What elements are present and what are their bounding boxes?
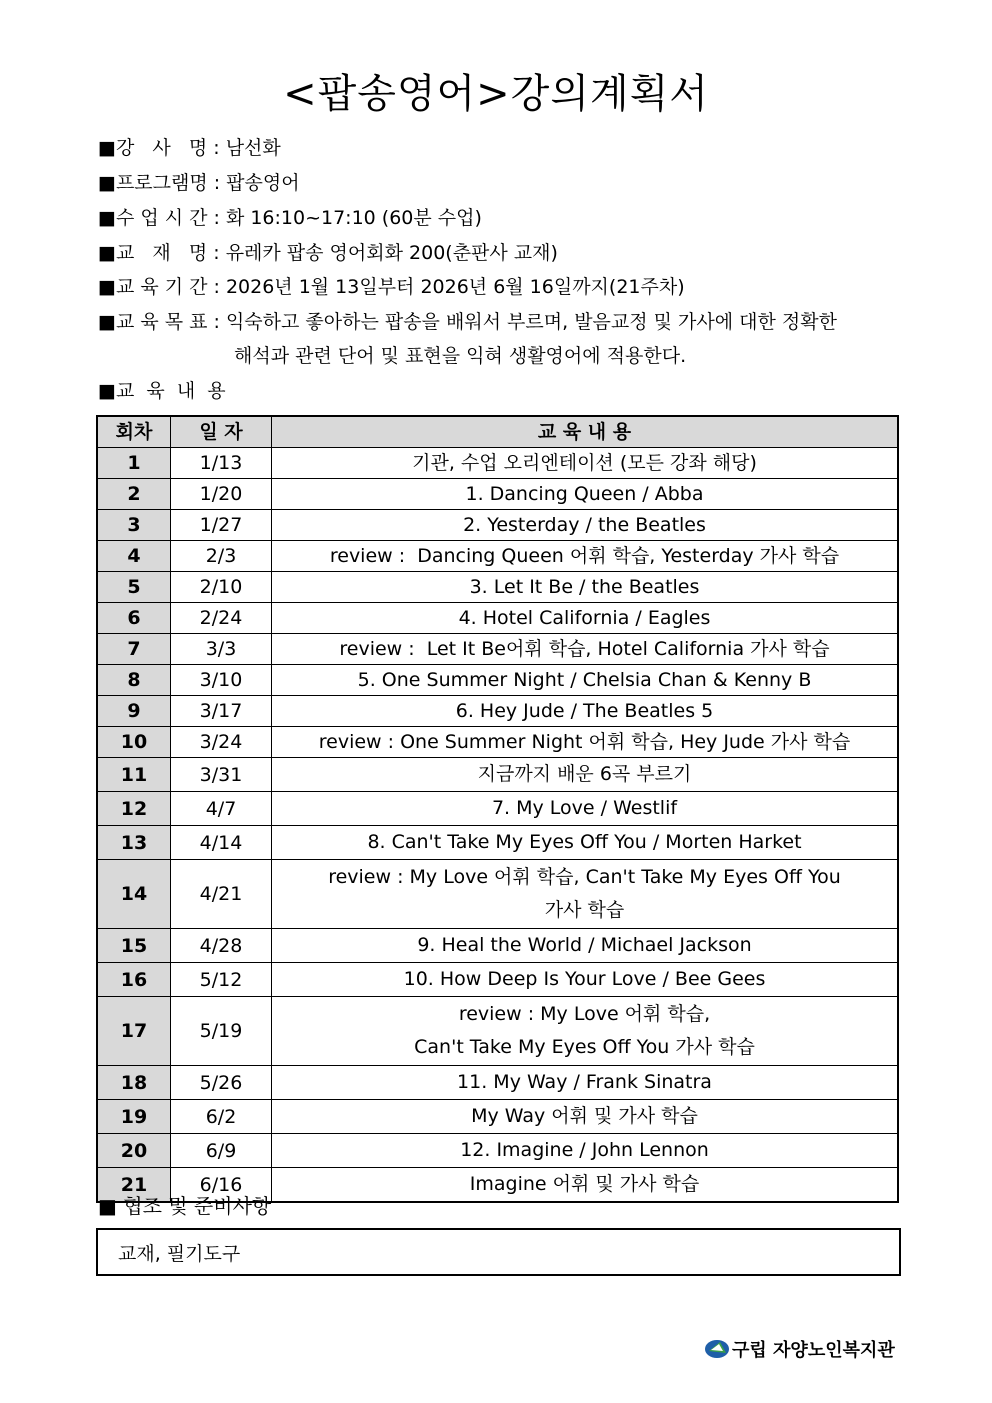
cell-date: 4/28 bbox=[171, 929, 272, 963]
cell-date: 6/16 bbox=[171, 1168, 272, 1203]
table-row bbox=[97, 727, 898, 758]
content-line: 11. My Way / Frank Sinatra bbox=[457, 1071, 712, 1093]
logo bbox=[704, 1336, 895, 1362]
content-line: Imagine 어휘 및 가사 학습 bbox=[469, 1173, 700, 1195]
cell-no: 1 bbox=[97, 448, 171, 479]
table-row bbox=[97, 696, 898, 727]
content-line: review : Let It Be어휘 학습, Hotel California 가사 학습 bbox=[339, 638, 830, 660]
info-value: : 팝송영어 bbox=[213, 172, 300, 194]
content-line: 3. Let It Be / the Beatles bbox=[469, 576, 700, 598]
info-line bbox=[98, 238, 558, 265]
info-value: : 익숙하고 좋아하는 팝송을 배워서 부르며, 발음교정 및 가사에 대한 정확한 bbox=[213, 311, 837, 333]
info-label: ■교 육 내 용 bbox=[98, 380, 226, 402]
cell-no: 11 bbox=[97, 758, 171, 792]
table-row bbox=[97, 448, 898, 479]
cell-no: 13 bbox=[97, 826, 171, 860]
cell-date: 5/26 bbox=[171, 1066, 272, 1100]
page-title: <팝송영어>강의계획서 bbox=[283, 71, 709, 117]
cell-content bbox=[272, 541, 899, 572]
cell-date: 3/24 bbox=[171, 727, 272, 758]
cell-date: 1/13 bbox=[171, 448, 272, 479]
info-label: ■교 재 명 bbox=[98, 242, 208, 264]
content-line: 10. How Deep Is Your Love / Bee Gees bbox=[403, 968, 766, 990]
info-line bbox=[98, 272, 685, 299]
content-line: My Way 어휘 및 가사 학습 bbox=[471, 1105, 698, 1127]
table-row bbox=[97, 826, 898, 860]
content-line: 5. One Summer Night / Chelsia Chan & Kenny B bbox=[357, 669, 812, 691]
table-row bbox=[97, 479, 898, 510]
cell-content bbox=[272, 826, 899, 860]
content-line: 8. Can't Take My Eyes Off You / Morten Harket bbox=[367, 831, 802, 853]
cell-no: 14 bbox=[97, 860, 171, 929]
content-line: review : One Summer Night 어휘 학습, Hey Jude 가사 학습 bbox=[318, 731, 851, 753]
info-value: : 화 16:10~17:10 (60분 수업) bbox=[213, 207, 482, 229]
table-row bbox=[97, 572, 898, 603]
info-line bbox=[98, 168, 300, 195]
cell-content bbox=[272, 792, 899, 826]
info-label: ■프로그램명 bbox=[98, 172, 208, 194]
cell-no: 5 bbox=[97, 572, 171, 603]
cell-date: 3/10 bbox=[171, 665, 272, 696]
cell-no: 18 bbox=[97, 1066, 171, 1100]
logo-text: 구립 자양노인복지관 bbox=[732, 1340, 895, 1361]
table-row bbox=[97, 1100, 898, 1134]
cell-content bbox=[272, 860, 899, 929]
cell-no: 17 bbox=[97, 997, 171, 1066]
table-row bbox=[97, 634, 898, 665]
cell-date: 4/7 bbox=[171, 792, 272, 826]
cell-content bbox=[272, 1168, 899, 1203]
cell-content bbox=[272, 696, 899, 727]
prep-title: ■ 협조 및 준비사항 bbox=[98, 1194, 272, 1218]
table-row bbox=[97, 963, 898, 997]
table-row bbox=[97, 1134, 898, 1168]
info-line bbox=[98, 133, 281, 160]
content-line: Can't Take My Eyes Off You 가사 학습 bbox=[414, 1036, 755, 1058]
cell-content bbox=[272, 1066, 899, 1100]
header-date: 일 자 bbox=[171, 416, 272, 448]
content-line: 가사 학습 bbox=[544, 899, 625, 921]
content-line: 7. My Love / Westlif bbox=[491, 797, 678, 819]
cell-no: 10 bbox=[97, 727, 171, 758]
info-line bbox=[98, 203, 482, 230]
content-line: 9. Heal the World / Michael Jackson bbox=[417, 934, 752, 956]
content-line: 4. Hotel California / Eagles bbox=[458, 607, 711, 629]
info-label: ■교 육 목 표 bbox=[98, 311, 208, 333]
cell-content bbox=[272, 1134, 899, 1168]
cell-date: 5/19 bbox=[171, 997, 272, 1066]
cell-no: 6 bbox=[97, 603, 171, 634]
cell-no: 16 bbox=[97, 963, 171, 997]
cell-no: 8 bbox=[97, 665, 171, 696]
info-value: : 유레카 팝송 영어회화 200(춘판사 교재) bbox=[213, 242, 558, 264]
cell-date: 6/2 bbox=[171, 1100, 272, 1134]
cell-no: 12 bbox=[97, 792, 171, 826]
header-no: 회차 bbox=[97, 416, 171, 448]
cell-no: 9 bbox=[97, 696, 171, 727]
content-line: review : My Love 어휘 학습, Can't Take My Eyes Off You bbox=[328, 866, 841, 888]
cell-content bbox=[272, 727, 899, 758]
content-line: 기관, 수업 오리엔테이션 (모든 강좌 해당) bbox=[412, 452, 757, 474]
table-row bbox=[97, 510, 898, 541]
cell-content bbox=[272, 572, 899, 603]
info-value: : 2026년 1월 13일부터 2026년 6월 16일까지(21주차) bbox=[213, 276, 685, 298]
cell-no: 2 bbox=[97, 479, 171, 510]
content-line: 1. Dancing Queen / Abba bbox=[465, 483, 704, 505]
logo-icon bbox=[704, 1338, 732, 1360]
cell-content bbox=[272, 997, 899, 1066]
table-row bbox=[97, 997, 898, 1066]
cell-content bbox=[272, 758, 899, 792]
cell-date: 2/24 bbox=[171, 603, 272, 634]
content-line: review : Dancing Queen 어휘 학습, Yesterday 가사 학습 bbox=[329, 545, 840, 567]
cell-no: 20 bbox=[97, 1134, 171, 1168]
table-row bbox=[97, 792, 898, 826]
table-row bbox=[97, 758, 898, 792]
cell-content bbox=[272, 665, 899, 696]
content-line: 지금까지 배운 6곡 부르기 bbox=[477, 763, 692, 785]
table-row bbox=[97, 541, 898, 572]
cell-date: 6/9 bbox=[171, 1134, 272, 1168]
cell-date: 3/3 bbox=[171, 634, 272, 665]
cell-no: 19 bbox=[97, 1100, 171, 1134]
info-label: ■교 육 기 간 bbox=[98, 276, 208, 298]
cell-date: 5/12 bbox=[171, 963, 272, 997]
cell-content bbox=[272, 603, 899, 634]
cell-date: 1/20 bbox=[171, 479, 272, 510]
cell-date: 4/14 bbox=[171, 826, 272, 860]
info-line: 해석과 관련 단어 및 표현을 익혀 생활영어에 적용한다. bbox=[234, 345, 687, 367]
cell-date: 3/31 bbox=[171, 758, 272, 792]
info-line bbox=[98, 376, 232, 403]
table-header-row bbox=[97, 416, 898, 448]
table-row bbox=[97, 603, 898, 634]
schedule-table bbox=[96, 415, 899, 1203]
header-content: 교 육 내 용 bbox=[272, 416, 899, 448]
info-label: ■강 사 명 bbox=[98, 137, 208, 159]
info-line bbox=[98, 307, 837, 334]
content-line: review : My Love 어휘 학습, bbox=[458, 1003, 711, 1025]
content-line: 12. Imagine / John Lennon bbox=[460, 1139, 709, 1161]
cell-content bbox=[272, 634, 899, 665]
cell-no: 4 bbox=[97, 541, 171, 572]
prep-box: 교재, 필기도구 bbox=[96, 1228, 901, 1276]
table-row bbox=[97, 860, 898, 929]
cell-content bbox=[272, 963, 899, 997]
content-line: 2. Yesterday / the Beatles bbox=[463, 514, 706, 536]
cell-date: 3/17 bbox=[171, 696, 272, 727]
table-row bbox=[97, 665, 898, 696]
cell-no: 21 bbox=[97, 1168, 171, 1203]
content-line: 6. Hey Jude / The Beatles 5 bbox=[455, 700, 714, 722]
cell-content bbox=[272, 1100, 899, 1134]
info-label: ■수 업 시 간 bbox=[98, 207, 208, 229]
cell-date: 1/27 bbox=[171, 510, 272, 541]
cell-no: 7 bbox=[97, 634, 171, 665]
cell-date: 2/10 bbox=[171, 572, 272, 603]
cell-content bbox=[272, 479, 899, 510]
cell-date: 2/3 bbox=[171, 541, 272, 572]
table-row bbox=[97, 1066, 898, 1100]
table-row bbox=[97, 929, 898, 963]
cell-no: 3 bbox=[97, 510, 171, 541]
info-value: : 남선화 bbox=[213, 137, 281, 159]
cell-content bbox=[272, 448, 899, 479]
cell-content bbox=[272, 929, 899, 963]
cell-no: 15 bbox=[97, 929, 171, 963]
cell-date: 4/21 bbox=[171, 860, 272, 929]
cell-content bbox=[272, 510, 899, 541]
